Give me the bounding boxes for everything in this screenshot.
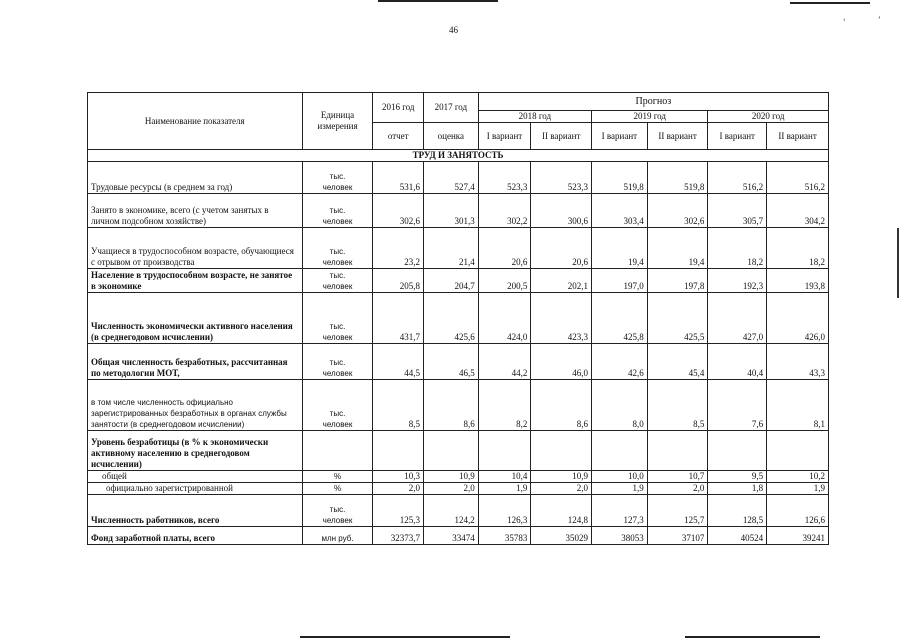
value-cell: 302,6 [647,194,708,228]
value-cell: 8,5 [647,380,708,431]
unit-cell [302,293,373,344]
table-row [88,483,829,495]
value-cell: 8,5 [373,380,424,431]
value-cell [373,431,424,471]
unit-cell [302,431,373,471]
side-scan-line [897,228,899,298]
value-cell: 7,6 [708,380,767,431]
value-cell: 39241 [767,527,829,545]
value-cell: 40524 [708,527,767,545]
header-2019-v1: I вариант [592,123,648,150]
value-cell: 43,3 [767,344,829,380]
unit-main: человек [322,217,353,226]
value-cell: 2,0 [647,483,708,495]
scan-speck: ‘ [843,17,846,26]
value-cell: 20,6 [531,228,592,269]
unit-main: человек [322,183,353,192]
header-2016: 2016 год [373,93,424,123]
table-row [88,269,829,293]
value-cell [708,431,767,471]
value-cell: 423,3 [531,293,592,344]
value-cell [647,431,708,471]
unit-main: человек [322,516,353,525]
header-2018: 2018 год [478,111,591,123]
unit-cell [302,162,373,194]
table-row [88,471,829,483]
indicator-name: Общая численность безработных, рассчитанная по методологии МОТ, [88,344,303,380]
unit-main: человек [322,258,353,267]
table-row [88,228,829,269]
value-cell: 44,5 [373,344,424,380]
value-cell: 10,9 [424,471,479,483]
value-cell: 18,2 [767,228,829,269]
value-cell [767,431,829,471]
unit-cell [302,471,373,483]
value-cell: 126,6 [767,495,829,527]
bottom-scan-line [685,636,820,638]
value-cell: 523,3 [478,162,531,194]
indicator-name: Уровень безработицы (в % к экономически активному населению в среднегодовом исчислении) [88,431,303,471]
table-row [88,431,829,471]
scan-speck: ’ [878,15,881,24]
value-cell: 10,0 [592,471,648,483]
value-cell: 304,2 [767,194,829,228]
value-cell: 46,5 [424,344,479,380]
value-cell: 1,8 [708,483,767,495]
header-unit: Единица измерения [302,93,373,150]
unit-top: тыс. [329,271,346,280]
value-cell: 38053 [592,527,648,545]
header-2018-v1: I вариант [478,123,531,150]
unit-top: тыс. [329,358,346,367]
table-row [88,162,829,194]
value-cell: 200,5 [478,269,531,293]
value-cell: 23,2 [373,228,424,269]
unit-main: человек [322,369,353,378]
value-cell: 124,8 [531,495,592,527]
indicator-name: общей [88,471,303,483]
value-cell: 425,5 [647,293,708,344]
value-cell: 32373,7 [373,527,424,545]
value-cell: 302,2 [478,194,531,228]
header-forecast: Прогноз [478,93,828,111]
unit-cell [302,527,373,545]
unit-top: тыс. [329,247,346,256]
bottom-scan-line [300,636,510,638]
unit-top: тыс. [329,409,346,418]
header-2020-v2: II вариант [767,123,829,150]
indicator-name: Фонд заработной платы, всего [88,527,303,545]
value-cell: 197,0 [592,269,648,293]
value-cell: 8,2 [478,380,531,431]
value-cell: 125,3 [373,495,424,527]
unit-top: тыс. [329,322,346,331]
value-cell: 125,7 [647,495,708,527]
value-cell: 10,9 [531,471,592,483]
value-cell: 124,2 [424,495,479,527]
unit-top: тыс. [329,172,346,181]
unit-cell [302,495,373,527]
value-cell [531,431,592,471]
unit-main: человек [322,333,353,342]
value-cell: 9,5 [708,471,767,483]
page-number: 46 [449,25,458,35]
header-estimate: оценка [424,123,479,150]
unit-cell [302,483,373,495]
value-cell: 40,4 [708,344,767,380]
value-cell: 10,4 [478,471,531,483]
value-cell: 300,6 [531,194,592,228]
value-cell: 527,4 [424,162,479,194]
table-row [88,380,829,431]
indicator-name: официально зарегистрированной [88,483,303,495]
value-cell: 302,6 [373,194,424,228]
value-cell: 19,4 [647,228,708,269]
value-cell: 519,8 [592,162,648,194]
header-2017: 2017 год [424,93,479,123]
unit-cell [302,269,373,293]
value-cell: 35783 [478,527,531,545]
value-cell: 305,7 [708,194,767,228]
value-cell: 425,6 [424,293,479,344]
header-2019: 2019 год [592,111,708,123]
header-2020: 2020 год [708,111,829,123]
value-cell: 431,7 [373,293,424,344]
value-cell: 33474 [424,527,479,545]
unit-main: млн руб. [321,534,354,543]
header-name: Наименование показателя [88,93,303,150]
value-cell: 35029 [531,527,592,545]
value-cell [592,431,648,471]
value-cell: 127,3 [592,495,648,527]
value-cell: 8,0 [592,380,648,431]
value-cell [478,431,531,471]
indicator-name: Трудовые ресурсы (в среднем за год) [88,162,303,194]
value-cell: 45,4 [647,344,708,380]
table-row [88,344,829,380]
value-cell: 197,8 [647,269,708,293]
value-cell: 1,9 [592,483,648,495]
value-cell: 516,2 [767,162,829,194]
value-cell: 425,8 [592,293,648,344]
value-cell: 10,7 [647,471,708,483]
value-cell: 426,0 [767,293,829,344]
value-cell: 10,2 [767,471,829,483]
value-cell: 301,3 [424,194,479,228]
value-cell: 2,0 [373,483,424,495]
value-cell: 205,8 [373,269,424,293]
top-scan-line [790,2,870,4]
value-cell [424,431,479,471]
value-cell: 46,0 [531,344,592,380]
value-cell: 519,8 [647,162,708,194]
indicator-name: Занято в экономике, всего (с учетом занятых в личном подсобном хозяйстве) [88,194,303,228]
indicator-name: Учащиеся в трудоспособном возрасте, обучающиеся с отрывом от производства [88,228,303,269]
indicator-name: в том числе численность официально зарегистрированных безработных в органах службы занятости (в среднегодовом исчислении) [88,380,303,431]
unit-cell [302,228,373,269]
unit-main: человек [322,282,353,291]
value-cell: 424,0 [478,293,531,344]
header-2019-v2: II вариант [647,123,708,150]
unit-main: человек [322,420,353,429]
table-row [88,194,829,228]
table-row [88,495,829,527]
section-title: ТРУД И ЗАНЯТОСТЬ [88,150,829,162]
value-cell: 8,6 [531,380,592,431]
top-scan-line [378,0,498,2]
value-cell: 128,5 [708,495,767,527]
value-cell: 10,3 [373,471,424,483]
value-cell: 192,3 [708,269,767,293]
unit-main: % [333,484,342,493]
indicators-table [87,92,829,545]
value-cell: 523,3 [531,162,592,194]
value-cell: 531,6 [373,162,424,194]
value-cell: 516,2 [708,162,767,194]
unit-top: тыс. [329,206,346,215]
value-cell: 37107 [647,527,708,545]
table-row [88,527,829,545]
value-cell: 1,9 [767,483,829,495]
header-2018-v2: II вариант [531,123,592,150]
indicator-name: Численность работников, всего [88,495,303,527]
value-cell: 193,8 [767,269,829,293]
value-cell: 126,3 [478,495,531,527]
unit-cell [302,380,373,431]
header-report: отчет [373,123,424,150]
unit-main: % [333,472,342,481]
value-cell: 303,4 [592,194,648,228]
value-cell: 21,4 [424,228,479,269]
indicator-name: Численность экономически активного населения (в среднегодовом исчислении) [88,293,303,344]
value-cell: 44,2 [478,344,531,380]
value-cell: 2,0 [424,483,479,495]
value-cell: 1,9 [478,483,531,495]
value-cell: 8,6 [424,380,479,431]
header-2020-v1: I вариант [708,123,767,150]
value-cell: 19,4 [592,228,648,269]
value-cell: 204,7 [424,269,479,293]
unit-cell [302,344,373,380]
value-cell: 202,1 [531,269,592,293]
unit-top: тыс. [329,505,346,514]
value-cell: 42,6 [592,344,648,380]
value-cell: 20,6 [478,228,531,269]
value-cell: 18,2 [708,228,767,269]
value-cell: 8,1 [767,380,829,431]
unit-cell [302,194,373,228]
indicator-name: Население в трудоспособном возрасте, не занятое в экономике [88,269,303,293]
value-cell: 427,0 [708,293,767,344]
table-row [88,293,829,344]
value-cell: 2,0 [531,483,592,495]
